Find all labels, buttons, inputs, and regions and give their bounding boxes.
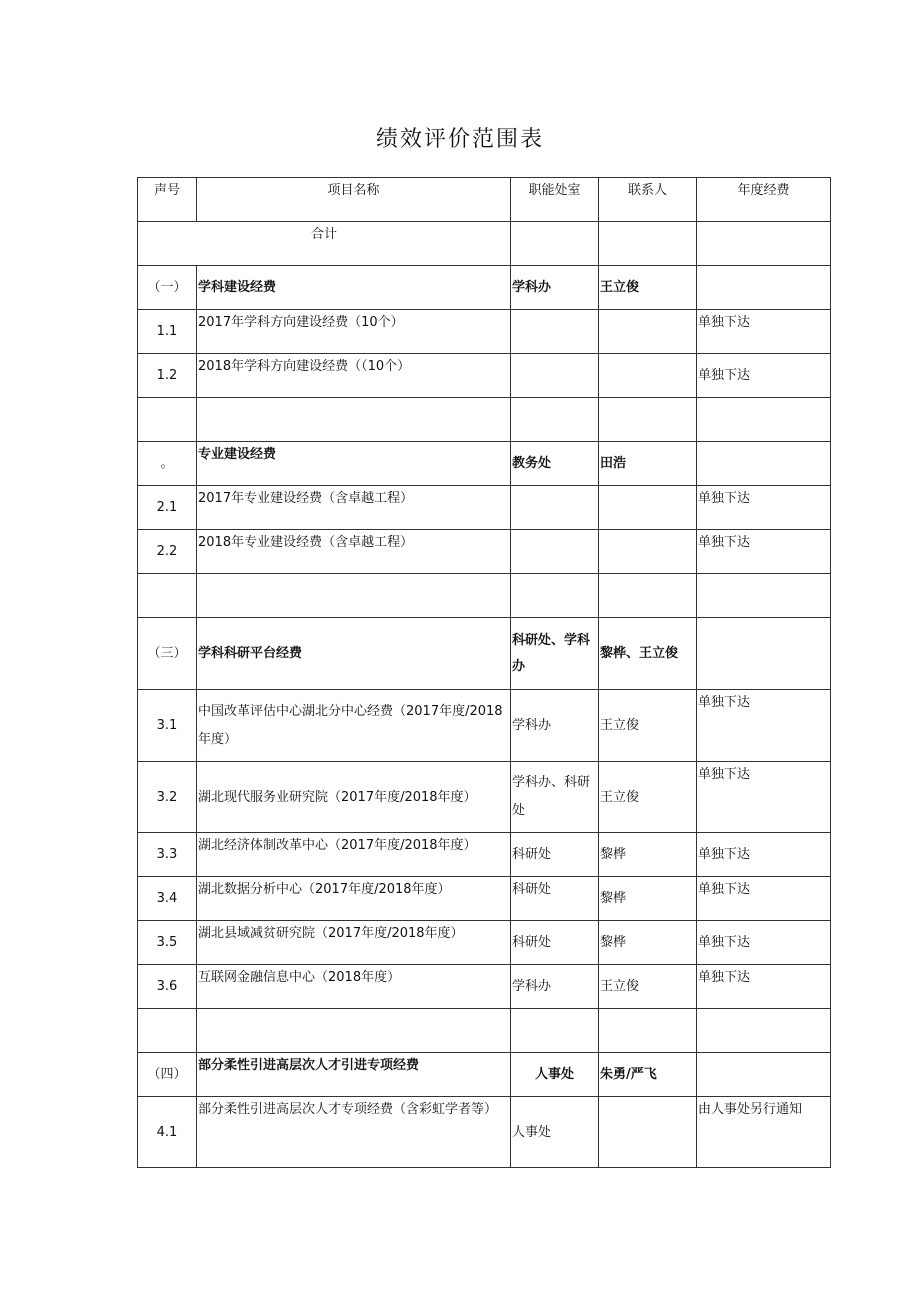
row-fund: 单独下达: [697, 530, 831, 574]
row-name: 2017年专业建设经费（含卓越工程）: [197, 486, 511, 530]
row-no: 。: [138, 442, 197, 486]
row-no: 3.4: [138, 877, 197, 921]
row-contact: 黎桦: [599, 877, 697, 921]
table-row: [138, 354, 831, 398]
section-row: [138, 1053, 831, 1097]
row-fund: 单独下达: [697, 833, 831, 877]
row-contact: 王立俊: [599, 965, 697, 1009]
row-no: 3.5: [138, 921, 197, 965]
row-name: 互联网金融信息中心（2018年度）: [197, 965, 511, 1009]
row-fund: 单独下达: [697, 877, 831, 921]
table-row: [138, 762, 831, 833]
total-label: 合计: [138, 222, 511, 266]
row-fund: 单独下达: [697, 486, 831, 530]
section-name: 专业建设经费: [197, 442, 511, 486]
row-fund: 由人事处另行通知: [697, 1097, 831, 1168]
row-dept: 科研处: [511, 921, 599, 965]
table-row: [138, 310, 831, 354]
row-name: 湖北数据分析中心（2017年度/2018年度）: [197, 877, 511, 921]
row-name: 中国改革评估中心湖北分中心经费（2017年度/2018年度）: [197, 690, 511, 762]
row-dept: 教务处: [511, 442, 599, 486]
row-contact: 朱勇/严飞: [599, 1053, 697, 1097]
row-dept: 学科办: [511, 690, 599, 762]
row-contact: 黎桦: [599, 921, 697, 965]
row-no: （三）: [138, 618, 197, 690]
row-contact: 王立俊: [599, 266, 697, 310]
row-no: 3.2: [138, 762, 197, 833]
table-row: [138, 833, 831, 877]
header-no: 声号: [138, 178, 197, 222]
document-title: 绩效评价范围表: [375, 127, 544, 152]
table-row: [138, 690, 831, 762]
row-contact: 黎桦、王立俊: [599, 618, 697, 690]
row-dept: 人事处: [511, 1097, 599, 1168]
row-no: （一）: [138, 266, 197, 310]
row-dept: 学科办: [511, 266, 599, 310]
row-no: 3.1: [138, 690, 197, 762]
row-dept: 科研处、学科办: [511, 618, 599, 690]
row-name: 湖北经济体制改革中心（2017年度/2018年度）: [197, 833, 511, 877]
header-fund: 年度经费: [697, 178, 831, 222]
row-dept: 科研处: [511, 833, 599, 877]
section-name: 学科建设经费: [197, 266, 511, 310]
row-name: 2017年学科方向建设经费（10个）: [197, 310, 511, 354]
row-contact: 田浩: [599, 442, 697, 486]
row-no: （四）: [138, 1053, 197, 1097]
table-row: [138, 921, 831, 965]
table-row: [138, 1097, 831, 1168]
row-fund: 单独下达: [697, 965, 831, 1009]
section-row: [138, 618, 831, 690]
header-row: [138, 178, 831, 222]
row-no: 3.6: [138, 965, 197, 1009]
row-dept: 人事处: [511, 1053, 599, 1097]
row-name: 2018年学科方向建设经费（（10个）: [197, 354, 511, 398]
section-name: 部分柔性引进高层次人才引进专项经费: [197, 1053, 511, 1097]
row-name: 部分柔性引进高层次人才专项经费（含彩虹学者等）: [197, 1097, 511, 1168]
row-no: 2.2: [138, 530, 197, 574]
row-name: 湖北现代服务业研究院（2017年度/2018年度）: [197, 762, 511, 833]
section-row: [138, 442, 831, 486]
row-name: 2018年专业建设经费（含卓越工程）: [197, 530, 511, 574]
blank-row: [138, 574, 831, 618]
table-row: [138, 530, 831, 574]
row-no: 1.2: [138, 354, 197, 398]
row-no: 2.1: [138, 486, 197, 530]
header-contact: 联系人: [599, 178, 697, 222]
row-no: 4.1: [138, 1097, 197, 1168]
row-dept: 学科办: [511, 965, 599, 1009]
header-name: 项目名称: [197, 178, 511, 222]
row-contact: 王立俊: [599, 690, 697, 762]
row-dept: 学科办、科研处: [511, 762, 599, 833]
blank-row: [138, 1009, 831, 1053]
row-fund: 单独下达: [697, 921, 831, 965]
row-contact: 王立俊: [599, 762, 697, 833]
table-row: [138, 877, 831, 921]
section-name: 学科科研平台经费: [197, 618, 511, 690]
scope-table: [137, 177, 831, 1168]
blank-row: [138, 398, 831, 442]
header-dept: 职能处室: [511, 178, 599, 222]
row-fund: 单独下达: [697, 310, 831, 354]
row-contact: 黎桦: [599, 833, 697, 877]
total-row: [138, 222, 831, 266]
table-row: [138, 965, 831, 1009]
row-dept: 科研处: [511, 877, 599, 921]
row-name: 湖北县域减贫研究院（2017年度/2018年度）: [197, 921, 511, 965]
row-fund: 单独下达: [697, 354, 831, 398]
row-fund: 单独下达: [697, 762, 831, 833]
section-row: [138, 266, 831, 310]
row-no: 1.1: [138, 310, 197, 354]
table-row: [138, 486, 831, 530]
row-fund: 单独下达: [697, 690, 831, 762]
row-no: 3.3: [138, 833, 197, 877]
